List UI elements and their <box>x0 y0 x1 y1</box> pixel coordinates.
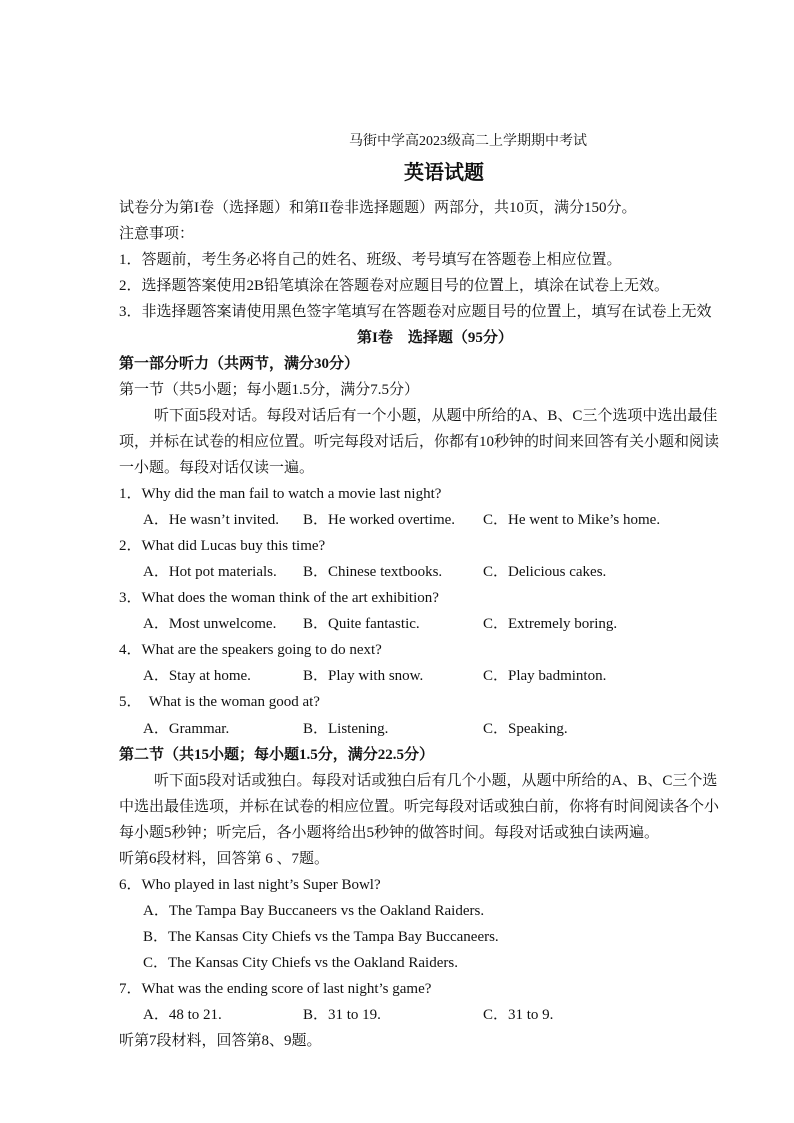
intro-text: 试卷分为第I卷（选择题）和第II卷非选择题题）两部分，共10页，满分150分。 <box>119 200 637 216</box>
option-b: B．Quite fantastic. <box>303 616 420 632</box>
option-b: B．Listening. <box>303 721 389 737</box>
notes-heading: 注意事项： <box>119 226 195 242</box>
option-a: A．Grammar. <box>143 721 230 737</box>
option-a: A．48 to 21. <box>143 1007 222 1023</box>
option-a: A．Stay at home. <box>143 668 251 684</box>
option-c: C．31 to 9. <box>483 1007 554 1023</box>
option-a: A．He wasn’t invited. <box>143 512 279 528</box>
option-c: C．Extremely boring. <box>483 616 618 632</box>
option-c: C．Play badminton. <box>483 668 607 684</box>
volume-heading: 第I卷 选择题（95分） <box>357 330 513 346</box>
option-b: B．Chinese textbooks. <box>303 564 443 580</box>
option-b: B．31 to 19. <box>303 1007 381 1023</box>
question-text: 5． What is the woman good at? <box>119 694 320 710</box>
section1-heading: 第一节（共5小题；每小题1.5分，满分7.5分） <box>119 382 420 398</box>
note-item: 3．非选择题答案请使用黑色签字笔填写在答题卷对应题目号的位置上，填写在试卷上无效 <box>119 304 712 320</box>
option-b: B．Play with snow. <box>303 668 424 684</box>
option-c: C．The Kansas City Chiefs vs the Oakland Raiders. <box>143 955 458 971</box>
option-c: C．Speaking. <box>483 721 568 737</box>
note-item: 2．选择题答案使用2B铅笔填涂在答题卷对应题目号的位置上，填涂在试卷上无效。 <box>119 278 670 294</box>
question-text: 2．What did Lucas buy this time? <box>119 538 326 554</box>
page-title: 英语试题 <box>404 162 484 184</box>
question-text: 1．Why did the man fail to watch a movie last night? <box>119 486 442 502</box>
question-text: 3．What does the woman think of the art exhibition? <box>119 590 439 606</box>
question-text: 7．What was the ending score of last night’s game? <box>119 981 432 997</box>
option-b: B．He worked overtime. <box>303 512 456 528</box>
option-c: C．Delicious cakes. <box>483 564 607 580</box>
section1-instruction: 项，并标在试卷的相应位置。听完每段对话后，你都有10秒钟的时间来回答有关小题和阅读 <box>119 434 720 450</box>
section1-instruction: 听下面5段对话。每段对话后有一个小题，从题中所给的A、B、C三个选项中选出最佳 <box>154 408 718 424</box>
option-a: A．Most unwelcome. <box>143 616 277 632</box>
section1-instruction: 一小题。每段对话仅读一遍。 <box>119 460 315 476</box>
section2-instruction: 每小题5秒钟；听完后，各小题将给出5秒钟的做答时间。每段对话或独白读两遍。 <box>119 825 660 841</box>
note-item: 1．答题前，考生务必将自己的姓名、班级、考号填写在答题卷上相应位置。 <box>119 252 622 268</box>
section2-heading: 第二节（共15小题；每小题1.5分，满分22.5分） <box>119 747 435 763</box>
part1-heading: 第一部分听力（共两节，满分30分） <box>119 356 360 372</box>
option-b: B．The Kansas City Chiefs vs the Tampa Bay Buccaneers. <box>143 929 499 945</box>
material-instruction: 听第7段材料，回答第8、9题。 <box>119 1033 322 1049</box>
option-c: C．He went to Mike’s home. <box>483 512 661 528</box>
question-text: 6．Who played in last night’s Super Bowl? <box>119 877 381 893</box>
option-a: A．The Tampa Bay Buccaneers vs the Oakland Raiders. <box>143 903 485 919</box>
option-a: A．Hot pot materials. <box>143 564 277 580</box>
school-exam-name: 马街中学高2023级高二上学期期中考试 <box>349 134 587 149</box>
question-text: 4．What are the speakers going to do next? <box>119 642 382 658</box>
section2-instruction: 中选出最佳选项，并标在试卷的相应位置。听完每段对话或独白前，你将有时间阅读各个小 <box>119 799 720 815</box>
material-instruction: 听第6段材料，回答第 6 、7题。 <box>119 851 330 867</box>
section2-instruction: 听下面5段对话或独白。每段对话或独白后有几个小题，从题中所给的A、B、C三个选 <box>154 773 718 789</box>
